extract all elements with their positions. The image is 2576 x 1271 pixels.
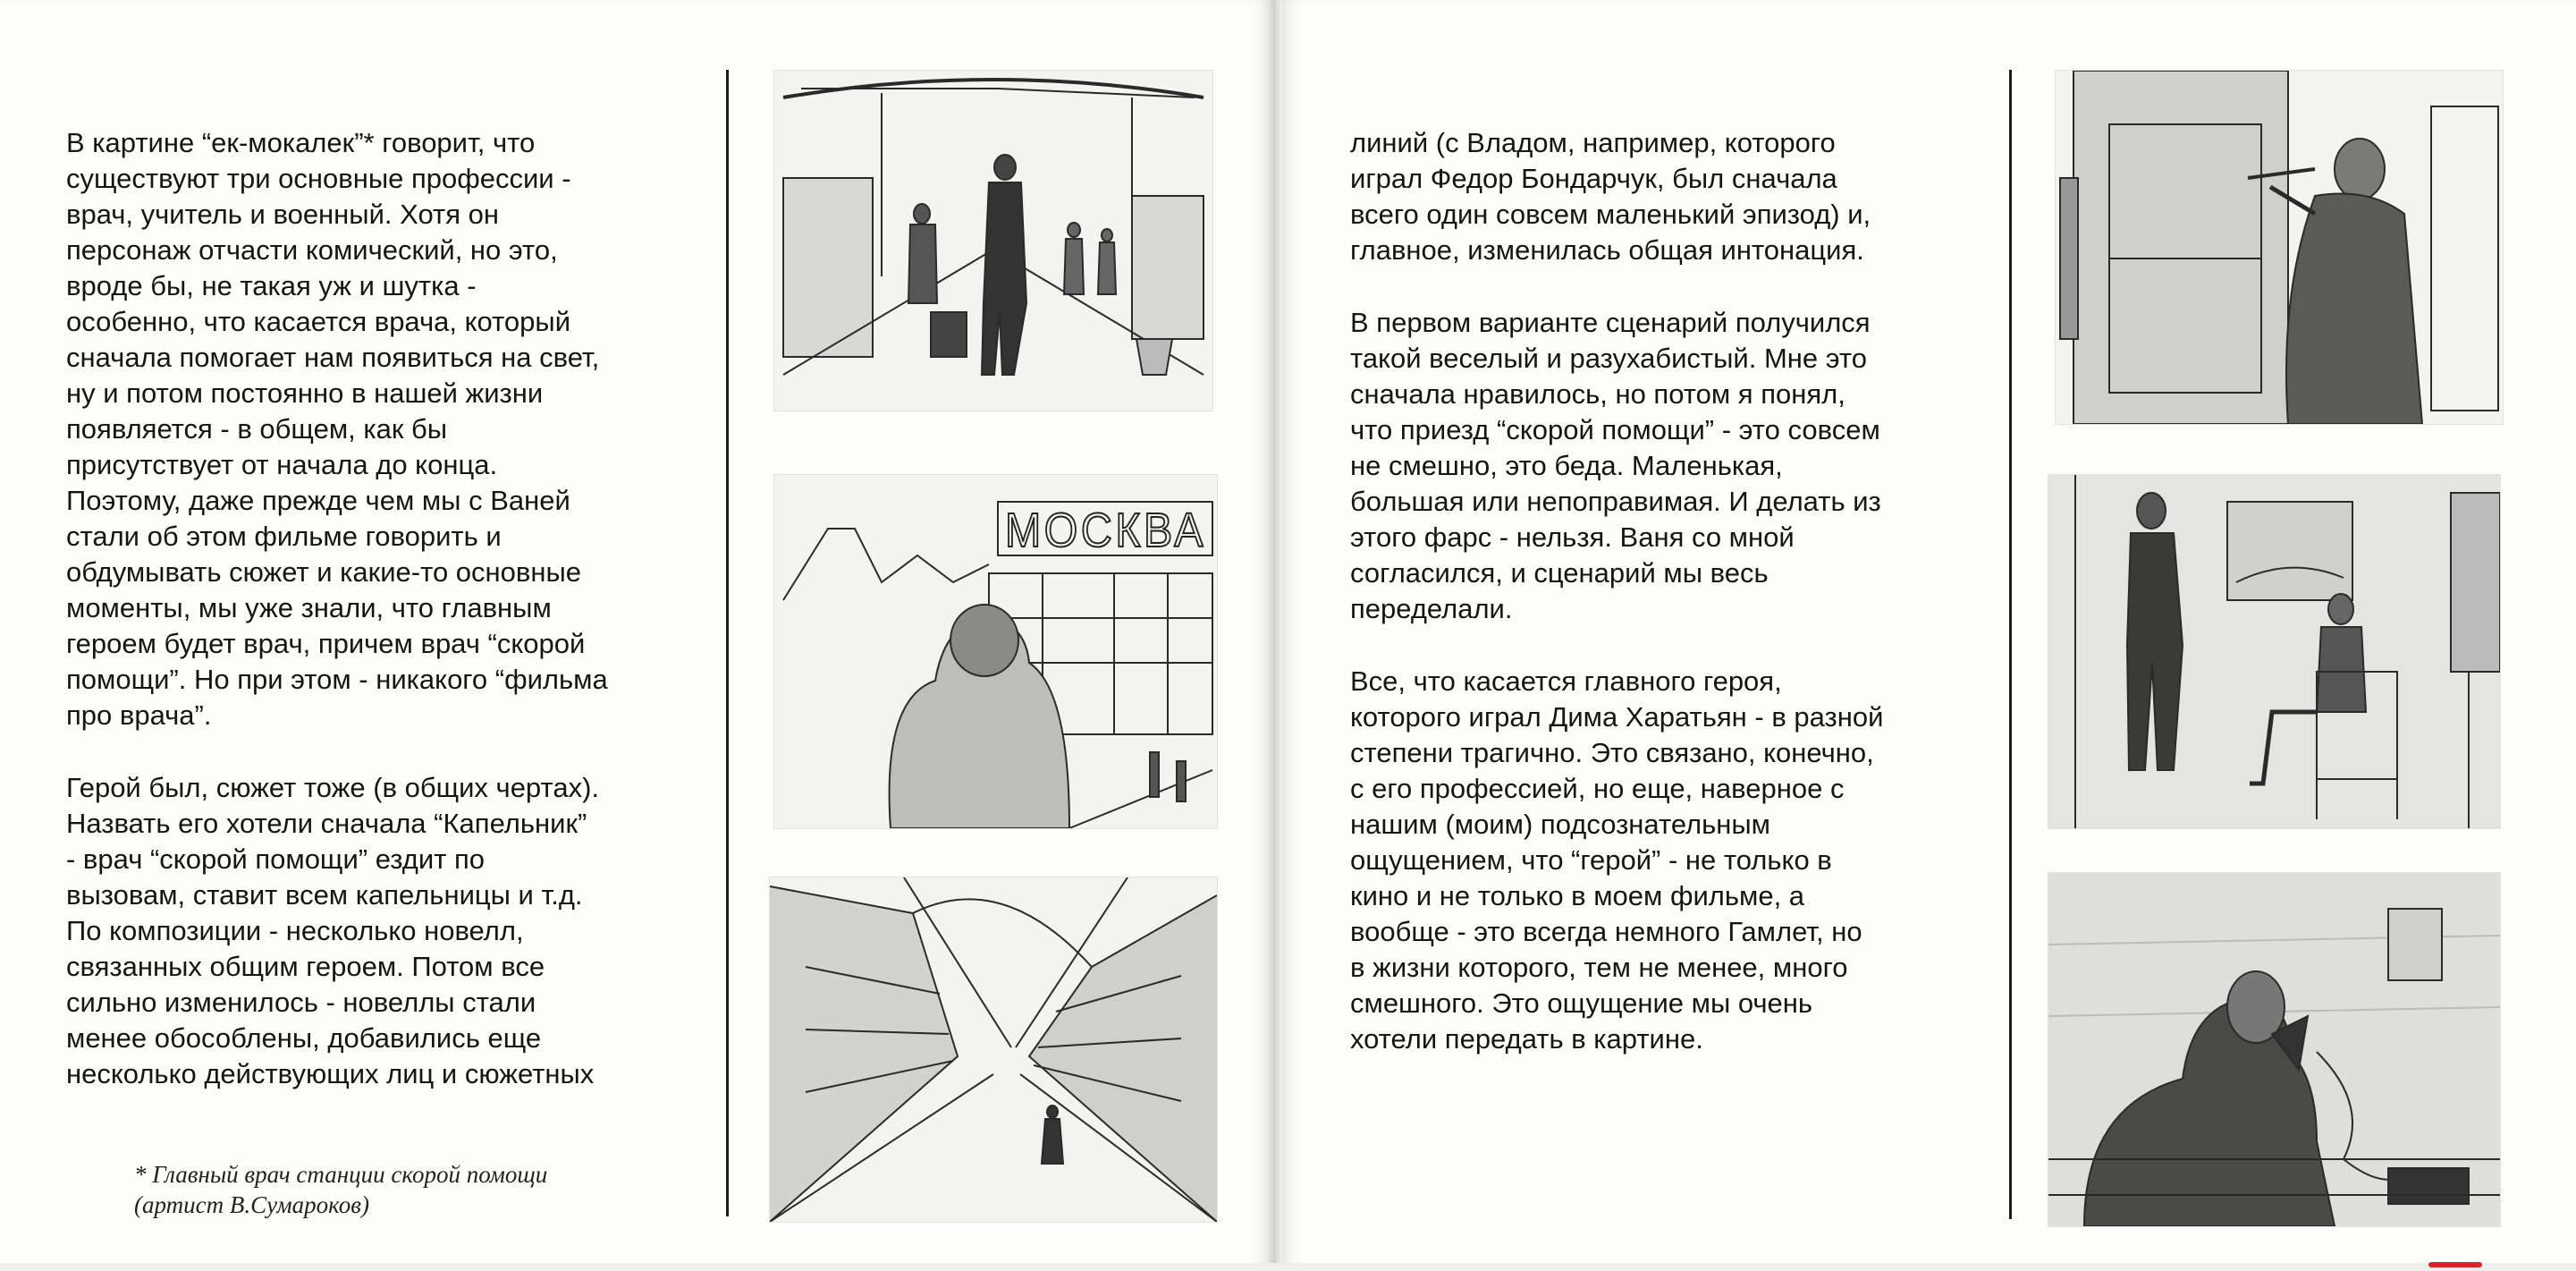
left-paragraph-1: В картине “ек-мокалек”* говорит, что существуют три основные профессии - врач, учитель и военный. Хотя он персонаж отчасти комический, но это, вроде бы, не такая уж и шутка - особенно, что касается врача, который сначала помогает нам появиться на свет, ну и потом постоянно в нашей жизни появляется - в общем, как бы присутствует от начала до конца. Поэтому, даже прежде чем мы с Ваней стали об этом фильме говорить и обдумывать сюжет и какие-то основные моменты, мы уже знали, что главным героем будет врач, причем врач “скорой помощи”. Но при этом - никакого “фильма про врача”. [66,127,608,731]
right-paragraph-1: линий (с Владом, например, которого играл Федор Бондарчук, был сначала всего один совсем маленький эпизод) и, главное, изменилась общая интонация. [1350,127,1871,266]
right-paragraph-3: Все, что касается главного героя, которого играл Дима Харатьян - в разной степени трагично. Это связано, конечно, с его профессией, но еще, наверное с нашим (моим) подсознательным ощущением, что “герой” - не только в кино и не только в моем фильме, а вообще - это всегда немного Гамлет, но в жизни которого, тем не менее, много смешного. Это ощущение мы очень хотели передать в картине. [1350,665,1884,1055]
two-men-room-sketch [2048,474,2501,829]
footnote: * Главный врач станции скорой помощи (артист В.Сумароков) [134,1161,548,1218]
right-page-text [1350,125,1994,1057]
left-divider-line [726,70,729,1216]
book-gutter [1268,0,1282,1271]
left-page-text [66,125,710,1092]
railway-platform-sketch [773,70,1213,411]
page-bottom-edge [0,1263,2576,1271]
moscow-sign-text: МОСКВА [1005,504,1206,557]
red-mark [2428,1262,2482,1267]
street-perspective-sketch [769,877,1218,1223]
man-at-door-sketch [2055,70,2504,425]
man-on-phone-sketch [2048,872,2501,1227]
right-divider-line [2009,70,2012,1219]
right-paragraph-2: В первом варианте сценарий получился такой веселый и разухабистый. Мне это сначала нравилось, но потом я понял, что приезд “скорой помощи” - это совсем не смешно, это беда. Маленькая, большая или непоправимая. И делать из этого фарс - нельзя. Ваня со мной согласился, и сценарий мы весь переделали. [1350,307,1881,624]
moscow-station-sketch [773,474,1218,829]
left-paragraph-2: Герой был, сюжет тоже (в общих чертах). Назвать его хотели сначала “Капельник” - врач “скорой помощи” ездит по вызовам, ставит всем капельницы и т.д. По композиции - несколько новелл, связанных общим героем. Потом все сильно изменилось - новеллы стали менее обособлены, добавились еще несколько действующих лиц и сюжетных [66,772,600,1089]
